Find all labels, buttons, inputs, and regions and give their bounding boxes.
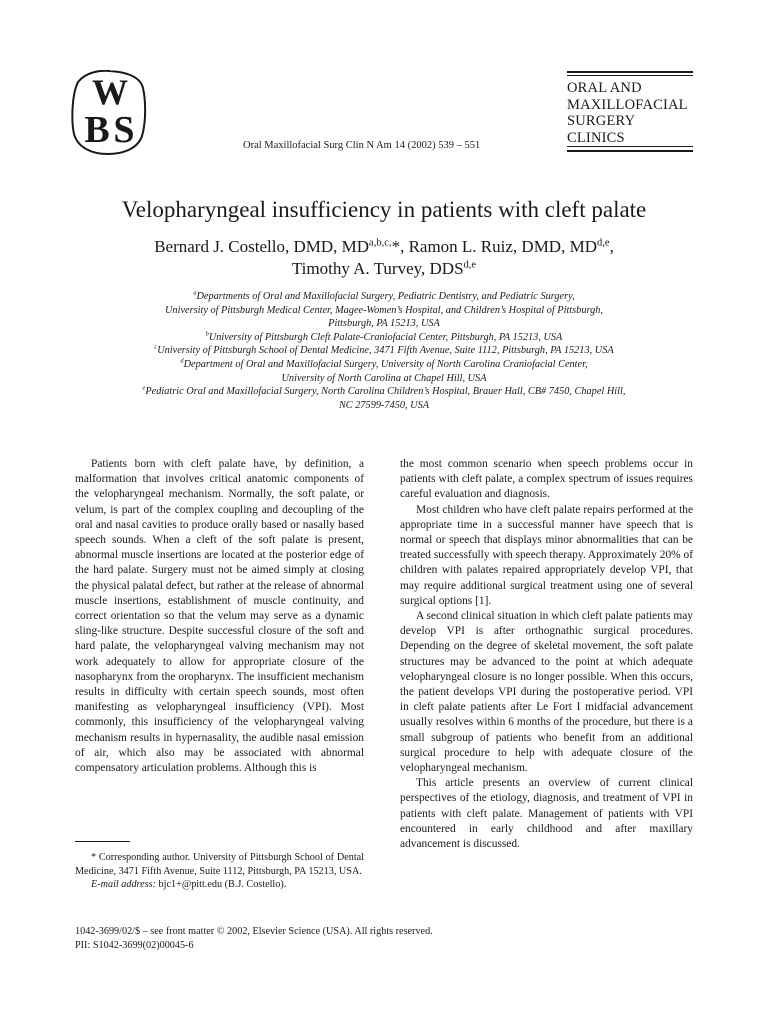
email-note (75, 878, 364, 892)
journal-line: SURGERY (567, 113, 636, 129)
body-column-left (75, 457, 364, 776)
journal-rule-bottom-1 (567, 146, 693, 147)
affiliation-line: NC 27599-7450, USA (338, 399, 430, 411)
journal-rule-top-2 (567, 75, 693, 76)
affiliation-line: $^a$Departments of Oral and Maxillofacial Surgery, Pediatric Dentistry, and Pediatric Surgery, (193, 289, 575, 302)
author-costello-affil: a,b,c, (369, 237, 392, 249)
wbs-logo (70, 70, 148, 155)
body-column-right (400, 457, 693, 852)
journal-citation: Oral Maxillofacial Surg Clin N Am 14 (2002) 539 – 551 (243, 140, 481, 151)
corresponding-mark: * (391, 237, 401, 256)
author-ruiz-affil: d,e (596, 237, 610, 249)
affiliation-mark: d (180, 357, 184, 365)
affiliation-line: University of Pittsburgh Medical Center, Magee-Women’s Hospital, and Children’s Hospital of Pittsburgh, (165, 304, 603, 316)
body-paragraph: Patients born with cleft palate have, by definition, a malformation that involves critical anatomic components of the velopharyngeal mechanism. Normally, the soft palate, or velum, is part of the complex coupling and decoupling of the oral and nasal cavities to produce orally based or nasally based speech sounds. When a cleft of the soft palate is present, abnormal muscle insertions are located at the posterior edge of the hard palate. Surgery must not be aimed simply at closing the physical palatal defect, but rather at the release of abnormal muscle insertions, establishment of muscle continuity, and correct orientation so that the velum may serve as a dynamic sling-like structure. Despite successful closure of the soft and hard palate, the velopharyngeal valving mechanism may not work adequately to allow for appropriate closure of the nasopharynx from the oropharynx. The insufficient mechanism results in difficulty with certain speech sounds, most often manifesting as velopharyngeal insufficiency (VPI). Most commonly, this insufficiency of the velopharyngeal valving mechanism results in hypernasality, the audible nasal emission of air, which also may be associated with abnormal compensatory articulation problems. Although this is (75, 458, 364, 775)
author-turvey-affil: d,e (463, 259, 477, 271)
pii-line: PII: S1042-3699(02)00045-6 (75, 939, 194, 951)
email-label: E-mail address: (91, 879, 156, 891)
journal-rule-top-1 (567, 71, 693, 73)
author-costello: Bernard J. Costello, DMD, MD (154, 237, 370, 256)
affiliation-mark: e (142, 384, 146, 392)
author-separator: , (400, 237, 409, 256)
affiliation-line: Pittsburgh, PA 15213, USA (328, 318, 440, 330)
author-turvey: Timothy A. Turvey, DDS (291, 259, 464, 278)
body-paragraph: A second clinical situation in which cleft palate patients may develop VPI is after orthognathic surgical procedures. Depending on the degree of skeletal movement, the soft palate structures may be advanced to the point at which adequate velopharyngeal closure is no longer possible. When this occurs, the patient develops VPI during the postoperative period. VPI in cleft palate patients after Le Fort I midfacial advancement usually resolves within 6 months of the procedure, but there is a small subgroup of patients who benefit from an additional surgical procedure to help with adequate closure of the velopharyngeal mechanism. (400, 610, 693, 775)
body-paragraph: Most children who have cleft palate repairs performed at the appropriate time in a successful manner have speech that is normal or speech that displays minor abnormalities that can be treated successfully with speech therapy. Approximately 20% of children with palates repaired appropriately develop VPI, that may require additional surgical treatment using one of several surgical options [1]. (400, 503, 693, 607)
affiliation-line: $^c$University of Pittsburgh School of Dental Medicine, 3471 Fifth Avenue, Suite 1112, Pittsburgh, PA 15213, USA (154, 343, 614, 357)
affiliation-mark: b (205, 330, 209, 338)
author-list (0, 236, 768, 280)
article-title: Velopharyngeal insufficiency in patients with cleft palate (121, 197, 647, 222)
affiliation-mark: c (154, 343, 158, 351)
footnote-rule (75, 841, 130, 842)
affiliation-line: $^d$Department of Oral and Maxillofacial Surgery, University of North Carolina Craniofacial Center, (180, 357, 588, 370)
affiliation-line: University of North Carolina at Chapel Hill, USA (281, 372, 487, 384)
journal-rule-bottom-2 (567, 150, 693, 152)
email-address[interactable]: bjc1+@pitt.edu (B.J. Costello). (158, 879, 287, 891)
copyright-block (75, 925, 433, 952)
affiliation-mark: a (193, 289, 197, 297)
author-separator: , (609, 237, 614, 256)
author-ruiz: Ramon L. Ruiz, DMD, MD (408, 237, 597, 256)
body-paragraph: This article presents an overview of current clinical perspectives of the etiology, diagnosis, and treatment of VPI in patients with cleft palate. Management of patients with VPI encountered in early childhood and after maxillary advancement is discussed. (400, 777, 693, 851)
affiliations (60, 290, 708, 412)
body-paragraph-continued: the most common scenario when speech problems occur in patients with cleft palate, a complex spectrum of issues requires careful evaluation and diagnosis. (400, 458, 693, 501)
logo-letter-s: S (113, 109, 135, 151)
author-line-1 (0, 236, 768, 258)
journal-line: CLINICS (567, 129, 625, 146)
footnote (75, 851, 364, 892)
journal-line: MAXILLOFACIAL (567, 96, 688, 113)
logo-letter-w: W (92, 72, 128, 112)
affiliation-line: $^e$Pediatric Oral and Maxillofacial Surgery, North Carolina Children’s Hospital, Brauer Hall, CB# 7450, Chapel Hill, (142, 384, 626, 398)
journal-name (567, 80, 688, 146)
author-line-2 (0, 258, 768, 280)
corresponding-author-note: * Corresponding author. University of Pittsburgh School of Dental Medicine, 3471 Fifth Avenue, Suite 1112, Pittsburgh, PA 15213, USA. (75, 852, 364, 877)
logo-letter-b: B (84, 109, 110, 151)
copyright-line: 1042-3699/02/$ – see front matter © 2002, Elsevier Science (USA). All rights reserved. (75, 926, 433, 937)
journal-line: ORAL AND (567, 80, 642, 96)
affiliation-line: $^b$University of Pittsburgh Cleft Palate-Craniofacial Center, Pittsburgh, PA 15213, USA (205, 330, 563, 343)
